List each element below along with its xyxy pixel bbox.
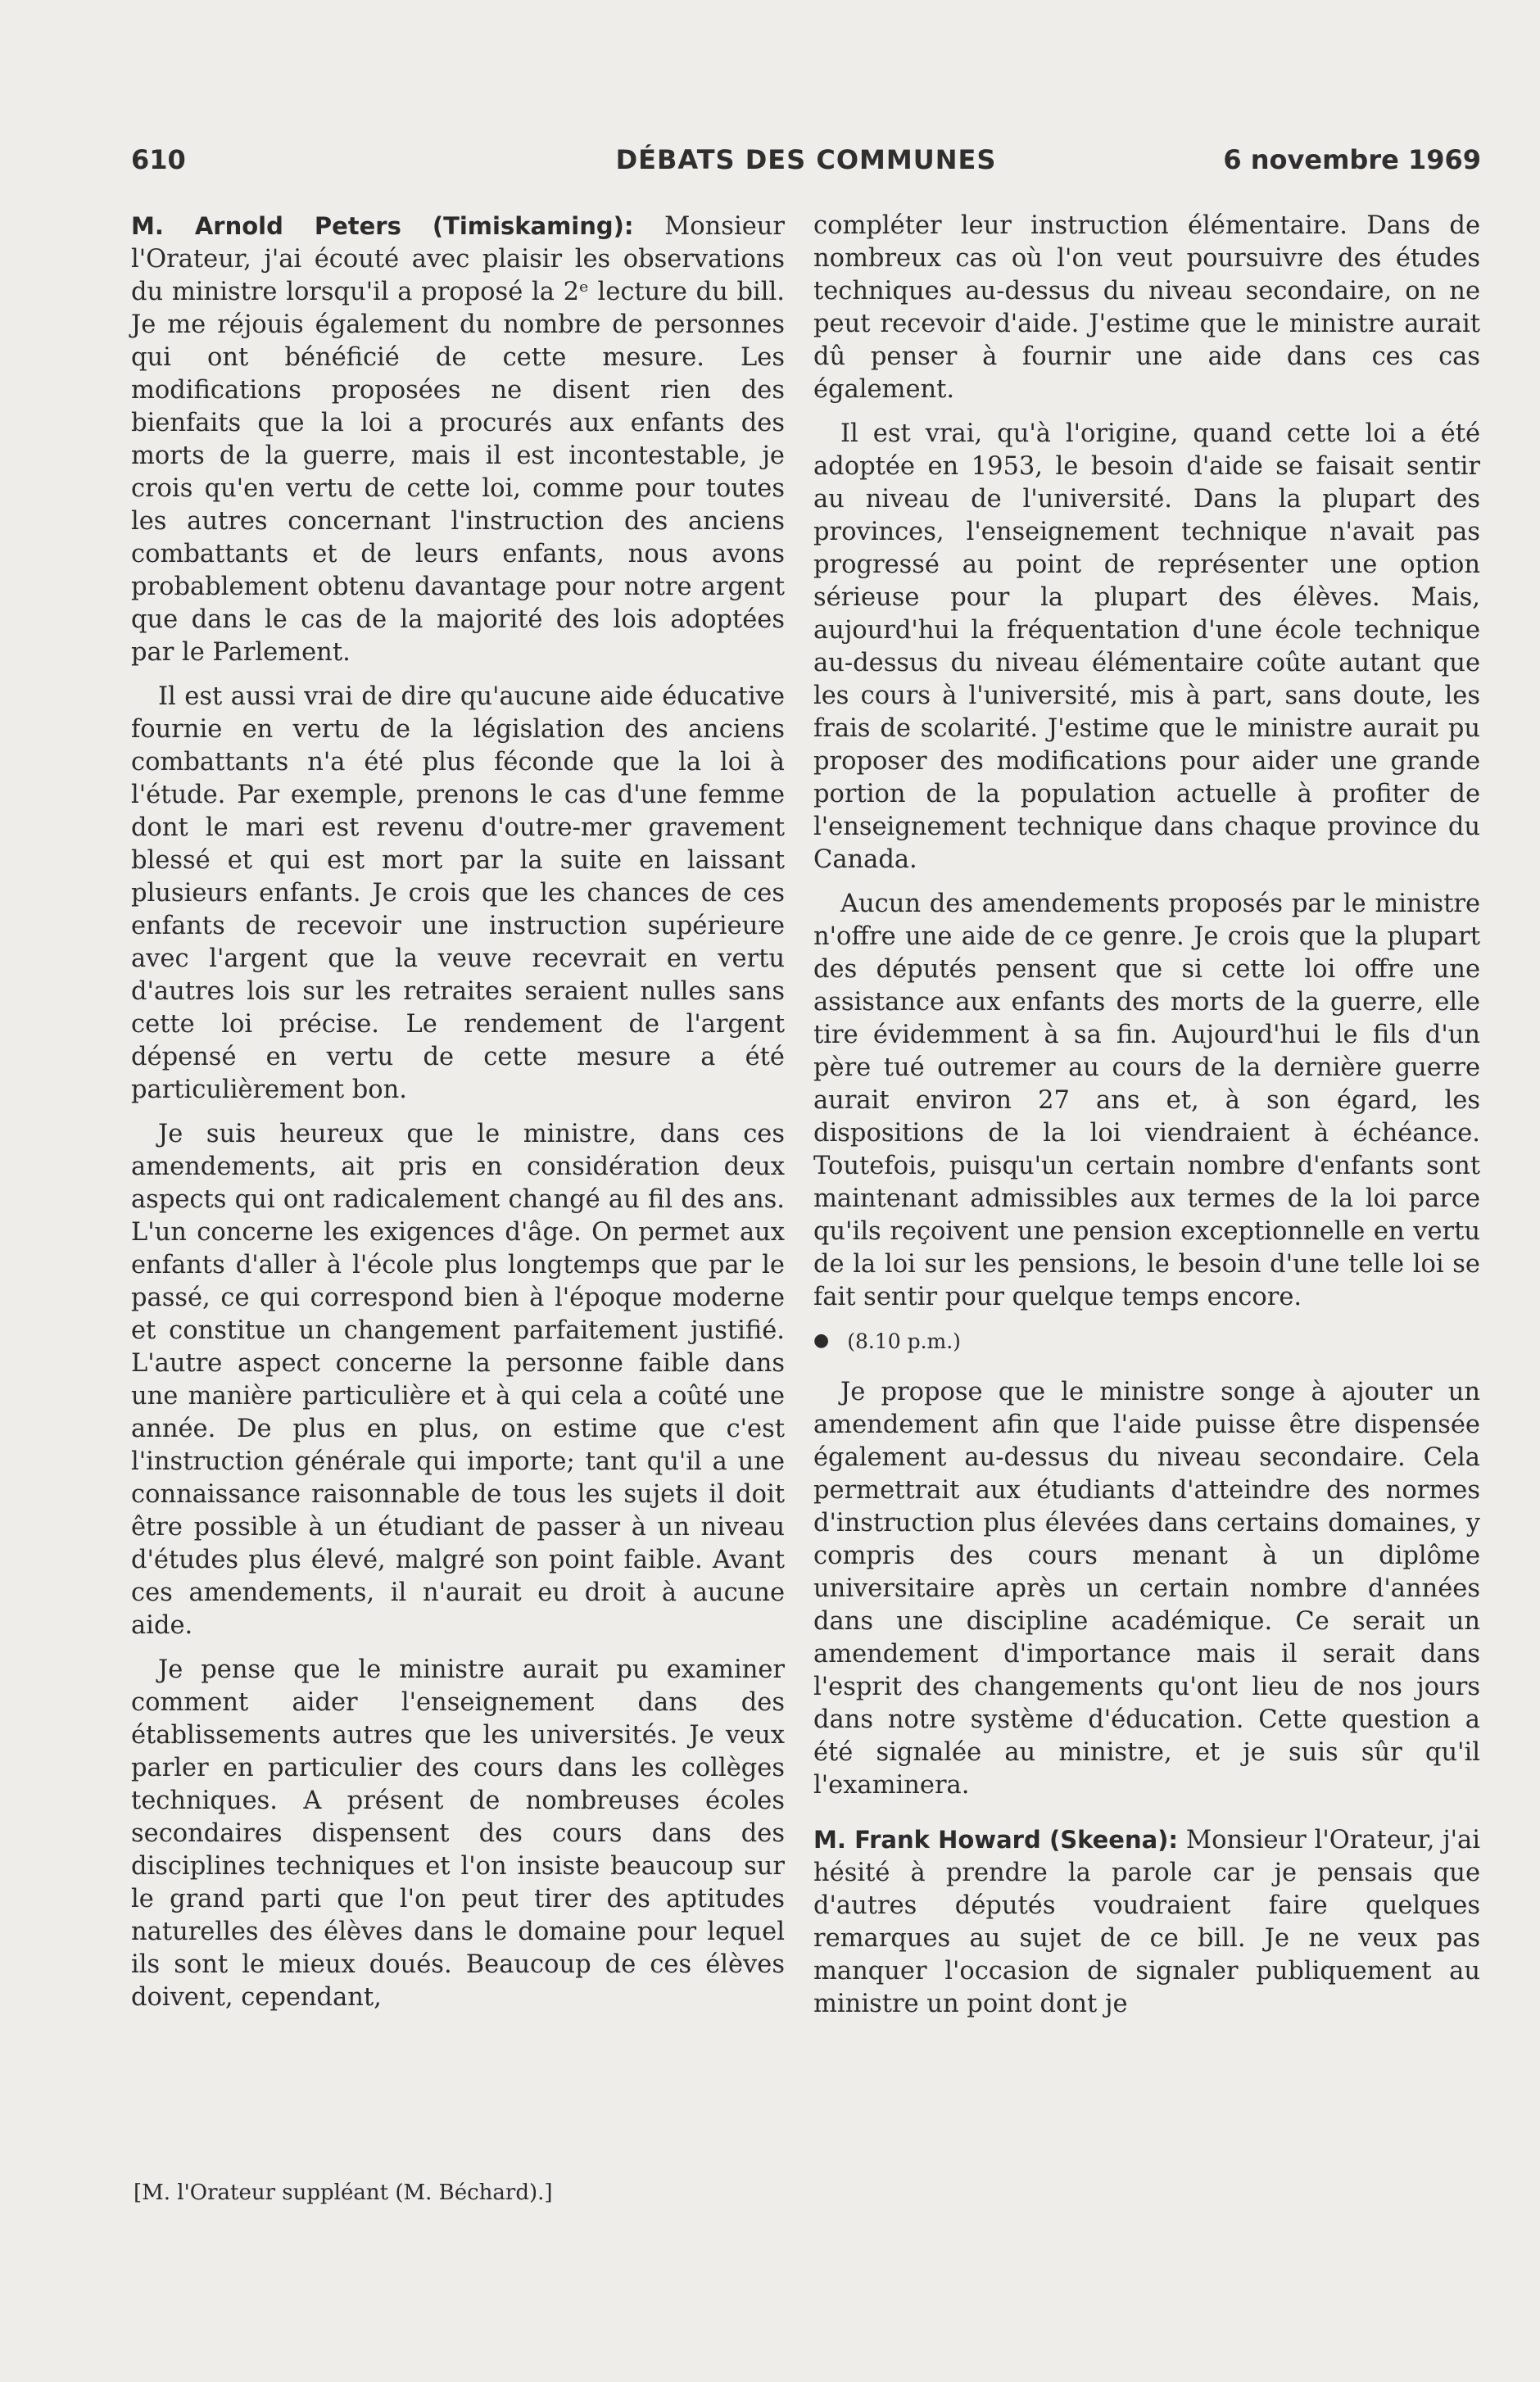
right-column	[813, 210, 1480, 2032]
speaker-name: M. Frank Howard (Skeena):	[813, 1826, 1179, 1854]
paragraph: Il est vrai, qu'à l'origine, quand cette loi a été adoptée en 1953, le besoin d'aide se faisait sentir au niveau de l'université. Dans la plupart des provinces, l'enseignement technique n'avait pas progressé au point de représenter une option sérieuse pour la plupart des élèves. Mais, aujourd'hui la fréquentation d'une école technique au-dessus du niveau élémentaire coûte autant que les cours à l'université, mis à part, sans doute, les frais de scolarité. J'estime que le ministre aurait pu proposer des modifications pour aider une grande portion de la population actuelle à profiter de l'enseignement technique dans chaque province du Canada.	[813, 419, 1480, 874]
footnote: [M. l'Orateur suppléant (M. Béchard).]	[134, 2180, 553, 2205]
page-header	[131, 144, 1481, 185]
paragraph: Aucun des amendements proposés par le ministre n'offre une aide de ce genre. Je crois que la plupart des députés pensent que si cette loi offre une assistance aux enfants des morts de la guerre, elle tire évidemment à sa fin. Aujourd'hui le fils d'un père tué outremer au cours de la dernière guerre aurait environ 27 ans et, à son égard, les dispositions de la loi viendraient à échéance. Toutefois, puisqu'un certain nombre d'enfants sont maintenant admissibles aux termes de la loi parce qu'ils reçoivent une pension exceptionnelle en vertu de la loi sur les pensions, le besoin d'une telle loi se fait sentir pour quelque temps encore.	[813, 890, 1480, 1311]
publication-title: DÉBATS DES COMMUNES	[615, 144, 997, 175]
page-number: 610	[131, 144, 186, 175]
paragraph: Je propose que le ministre songe à ajouter un amendement afin que l'aide puisse être dispensée également au-dessus du niveau secondaire. Cela permettrait aux étudiants d'atteindre des normes d'instruction plus élevées dans certains domaines, y compris des cours menant à un diplôme universitaire après un certain nombre d'années dans une discipline académique. Ce serait un amendement d'importance mais il serait dans l'esprit des changements qu'ont lieu de nos jours dans notre système d'éducation. Cette question a été signalée au ministre, et je suis sûr qu'il l'examinera.	[813, 1378, 1480, 1800]
bullet-icon: ●	[813, 1330, 830, 1351]
left-column	[131, 210, 785, 2026]
paragraph-text: Monsieur l'Orateur, j'ai hésité à prendre la parole car je pensais que d'autres députés voudraient faire quelques remarques au sujet de ce bill. Je ne veux pas manquer l'occasion de signaler publiquement au ministre un point dont je	[813, 1826, 1480, 2018]
paragraph: compléter leur instruction élémentaire. Dans de nombreux cas où l'on veut poursuivre des études techniques au-dessus du niveau secondaire, on ne peut recevoir d'aide. J'estime que le ministre aurait dû penser à fournir une aide dans ces cas également.	[813, 211, 1480, 404]
time-marker	[813, 1325, 1480, 1360]
page-date: 6 novembre 1969	[1223, 144, 1481, 175]
paragraph: Je suis heureux que le ministre, dans ces amendements, ait pris en considération deux aspects qui ont radicalement changé au fil des ans. L'un concerne les exigences d'âge. On permet aux enfants d'aller à l'école plus longtemps que par le passé, ce qui correspond bien à l'époque moderne et constitue un changement parfaitement justifié. L'autre aspect concerne la personne faible dans une manière particulière et à qui cela a coûté une année. De plus en plus, on estime que c'est l'instruction générale qui importe; tant qu'il a une connaissance raisonnable de tous les sujets il doit être possible à un étudiant de passer à un niveau d'études plus élevé, malgré son point faible. Avant ces amendements, il n'aurait eu droit à aucune aide.	[131, 1120, 785, 1640]
paragraph: Je pense que le ministre aurait pu examiner comment aider l'enseignement dans des établissements autres que les universités. Je veux parler en particulier des cours dans les collèges techniques. A présent de nombreuses écoles secondaires dispensent des cours dans des disciplines techniques et l'on insiste beaucoup sur le grand parti que l'on peut tirer des aptitudes naturelles des élèves dans le domaine pour lequel ils sont le mieux doués. Beaucoup de ces élèves doivent, cependant,	[131, 1655, 785, 2012]
paragraph	[813, 1823, 1480, 2021]
timestamp: (8.10 p.m.)	[847, 1329, 961, 1353]
paragraph	[131, 210, 785, 669]
paragraph: Il est aussi vrai de dire qu'aucune aide éducative fournie en vertu de la législation des anciens combattants n'a été plus féconde que la loi à l'étude. Par exemple, prenons le cas d'une femme dont le mari est revenu d'outre-mer gravement blessé et qui est mort par la suite en laissant plusieurs enfants. Je crois que les chances de ces enfants de recevoir une instruction supérieure avec l'argent que la veuve recevrait en vertu d'autres lois sur les retraites seraient nulles sans cette loi précise. Le rendement de l'argent dépensé en vertu de cette mesure a été particulièrement bon.	[131, 682, 785, 1104]
speaker-name: M. Arnold Peters (Timiskaming):	[131, 212, 634, 240]
paragraph-text: Monsieur l'Orateur, j'ai écouté avec plaisir les observations du ministre lorsqu'il a proposé la 2ᵉ lecture du bill. Je me réjouis également du nombre de personnes qui ont bénéficié de cette mesure. Les modifications proposées ne disent rien des bienfaits que la loi a procurés aux enfants des morts de la guerre, mais il est incontestable, je crois qu'en vertu de cette loi, comme pour toutes les autres concernant l'instruction des anciens combattants et de leurs enfants, nous avons probablement obtenu davantage pour notre argent que dans le cas de la majorité des lois adoptées par le Parlement.	[131, 212, 785, 667]
